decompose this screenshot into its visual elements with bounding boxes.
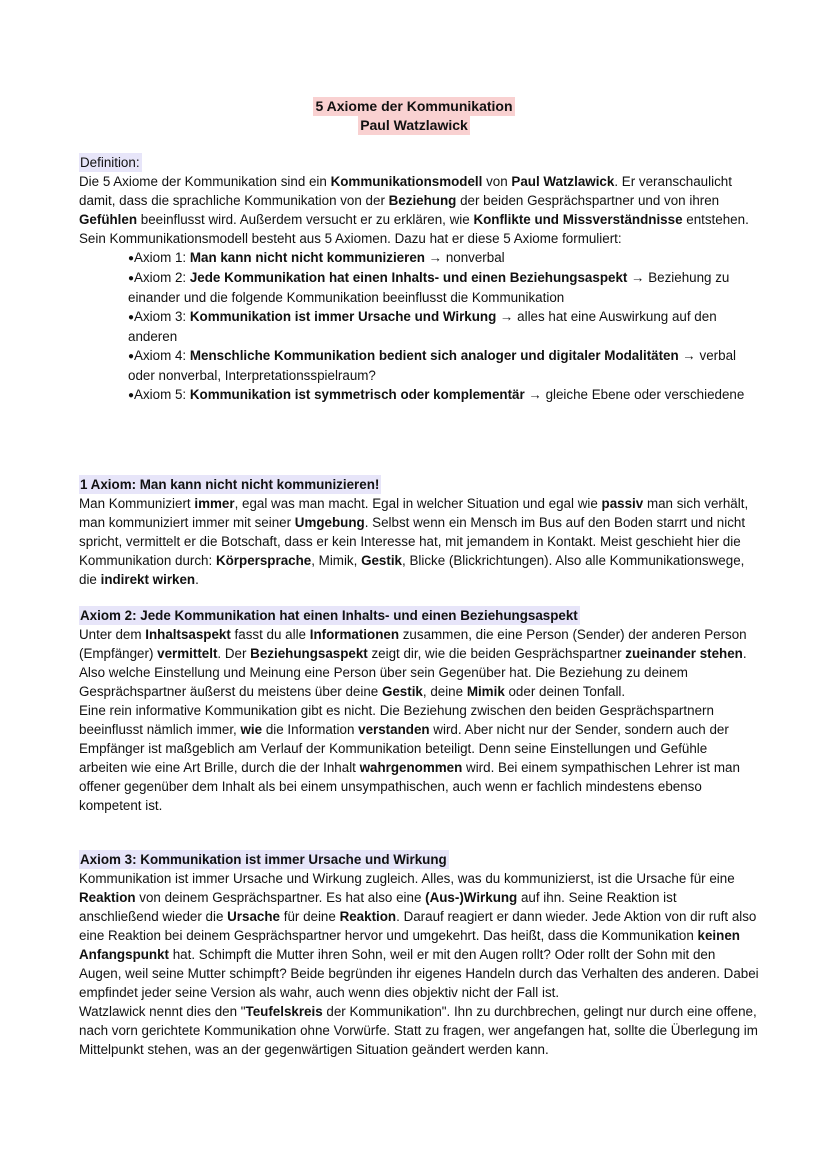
bold-term: indirekt wirken <box>100 572 196 587</box>
axiom-statement: Kommunikation ist symmetrisch oder komplementär <box>189 387 525 402</box>
bullet-icon: ● <box>128 351 135 362</box>
bullet-icon: ● <box>128 273 135 284</box>
section-paragraph: Kommunikation ist immer Ursache und Wirkung zugleich. Alles, was du kommunizierst, ist die Ursache für eine Reaktion von deinem Gesprächspartner. Es hat also eine (Aus-)Wirkung auf ihn. Seine Reaktion ist anschließend wieder die Ursache für deine Reaktion. Darauf reagiert er dann wieder. Jede Aktion von dir ruft also eine Reaktion bei deinem Gesprächspartner hervor und umgekehrt. Das heißt, dass die Kommunikation keinen Anfangspunkt hat. Schimpft die Mutter ihren Sohn, weil er mit den Augen rollt? Oder rollt der Sohn mit den Augen, weil seine Mutter schimpft? Beide begründen ihr eigenes Handeln durch das Verhalten des anderen. Dabei empfindet jeder seine Version als wahr, auch wenn dies objektiv nicht der Fall ist. <box>79 871 759 1000</box>
section-paragraph: Unter dem Inhaltsaspekt fasst du alle Informationen zusammen, die eine Person (Sender) der anderen Person (Empfänger) vermittelt. Der Beziehungsaspekt zeigt dir, wie die beiden Gesprächspartner zueinander stehen. Also welche Einstellung und Meinung eine Person über sein Gegenüber hat. Die Beziehung zu deinem Gesprächspartner äußerst du meistens über deine Gestik, deine Mimik oder deinen Tonfall. <box>79 627 747 699</box>
definition-text: Die 5 Axiome der Kommunikation sind ein Kommunikationsmodell von Paul Watzlawick. Er veranschaulicht damit, dass die sprachliche Kommunikation von der Beziehung der beiden Gesprächspartner und von ihren Gefühlen beeinflusst wird. Außerdem versucht er zu erklären, wie Konflikte und Missverständnisse entstehen. Sein Kommunikationsmodell besteht aus 5 Axiomen. Dazu hat er diese 5 Axiome formuliert: <box>79 174 749 246</box>
section-heading: 1 Axiom: Man kann nicht nicht kommunizieren! <box>80 477 380 492</box>
bold-term: passiv <box>601 496 644 511</box>
bold-term: Paul Watzlawick <box>511 174 615 189</box>
section-heading: Axiom 3: Kommunikation ist immer Ursache und Wirkung <box>80 852 447 867</box>
bold-term: Kommunikationsmodell <box>330 174 483 189</box>
bold-term: wahrgenommen <box>359 760 463 775</box>
title-line-1: 5 Axiome der Kommunikation <box>315 98 513 114</box>
axiom-statement: Menschliche Kommunikation bedient sich analoger und digitaler Modalitäten <box>189 348 679 363</box>
definition-label: Definition: <box>80 155 140 170</box>
bold-term: Ursache <box>227 909 280 924</box>
arrow-right-icon: → <box>678 348 700 363</box>
bold-term: vermittelt <box>157 646 218 661</box>
bold-term: Gefühlen <box>79 212 138 227</box>
bold-term: Mimik <box>466 684 505 699</box>
axiom-list-item: ●Axiom 1: Man kann nicht nicht kommunizieren → nonverbal <box>128 250 505 265</box>
section-paragraph: Eine rein informative Kommunikation gibt es nicht. Die Beziehung zwischen den beiden Gesprächspartnern beeinflusst nämlich immer, wie die Information verstanden wird. Aber nicht nur der Sender, sondern auch der Empfänger ist maßgeblich am Verlauf der Kommunikation beteiligt. Denn seine Einstellungen und Gefühle arbeiten wie eine Art Brille, durch die der Inhalt wahrgenommen wird. Bei einem sympathischen Lehrer ist man offener gegenüber dem Inhalt als bei einem unsympathischen, auch wenn er fachlich mindestens ebenso kompetent ist. <box>79 703 740 813</box>
axiom-statement: Kommunikation ist immer Ursache und Wirkung <box>189 309 497 324</box>
bold-term: Beziehung <box>388 193 457 208</box>
arrow-right-icon: → <box>524 387 546 402</box>
axiom-list <box>79 248 759 405</box>
bold-term: Gestik <box>381 684 423 699</box>
section-axiom-1 <box>79 475 759 589</box>
axiom-list-item: ●Axiom 5: Kommunikation ist symmetrisch oder komplementär → gleiche Ebene oder verschiedene <box>128 387 745 402</box>
section-axiom-2 <box>79 606 759 815</box>
bullet-icon: ● <box>128 390 135 401</box>
bold-term: Reaktion <box>79 890 136 905</box>
axiom-statement: Jede Kommunikation hat einen Inhalts- und einen Beziehungsaspekt <box>189 270 628 285</box>
section-paragraph: Man Kommuniziert immer, egal was man macht. Egal in welcher Situation und egal wie passiv man sich verhält, man kommuniziert immer mit seiner Umgebung. Selbst wenn ein Mensch im Bus auf den Boden starrt und nicht spricht, vermittelt er die Botschaft, dass er kein Interesse hat, mit jemandem in Kontakt. Meist geschieht hier die Kommunikation durch: Körpersprache, Mimik, Gestik, Blicke (Blickrichtungen). Also alle Kommunikationswege, die indirekt wirken. <box>79 496 749 587</box>
bold-term: Umgebung <box>294 515 365 530</box>
bold-term: keinen Anfangspunkt <box>79 928 740 962</box>
bold-term: verstanden <box>358 722 430 737</box>
title-line-2: Paul Watzlawick <box>360 117 468 133</box>
definition-section <box>79 153 759 405</box>
bullet-icon: ● <box>128 253 135 264</box>
section-heading: Axiom 2: Jede Kommunikation hat einen Inhalts- und einen Beziehungsaspekt <box>80 608 578 623</box>
section-axiom-3 <box>79 850 759 1059</box>
bold-term: Inhaltsaspekt <box>145 627 231 642</box>
document-title <box>0 97 828 135</box>
bold-term: (Aus-)Wirkung <box>425 890 518 905</box>
section-paragraph: Watzlawick nennt dies den "Teufelskreis der Kommunikation". Ihn zu durchbrechen, gelingt nur durch eine offene, nach vorn gerichtete Kommunikation ohne Vorwürfe. Statt zu fragen, wer angefangen hat, sollte die Überlegung im Mittelpunkt stehen, was an der gegenwärtigen Situation geändert werden kann. <box>79 1004 758 1057</box>
axiom-list-item: ●Axiom 3: Kommunikation ist immer Ursache und Wirkung → alles hat eine Auswirkung auf den anderen <box>128 309 717 344</box>
bold-term: Informationen <box>309 627 400 642</box>
bold-term: Beziehungsaspekt <box>250 646 368 661</box>
bold-term: wie <box>240 722 263 737</box>
bold-term: Reaktion <box>339 909 397 924</box>
axiom-statement: Man kann nicht nicht kommunizieren <box>189 250 425 265</box>
bold-term: Teufelskreis <box>245 1004 323 1019</box>
arrow-right-icon: → <box>496 309 518 324</box>
bold-term: Konflikte und Missverständnisse <box>473 212 683 227</box>
bold-term: Körpersprache <box>215 553 312 568</box>
bold-term: Gestik <box>361 553 402 568</box>
bullet-icon: ● <box>128 312 135 323</box>
arrow-right-icon: → <box>627 270 649 285</box>
axiom-list-item: ●Axiom 4: Menschliche Kommunikation bedient sich analoger und digitaler Modalitäten → verbal oder nonverbal, Interpretationsspielraum? <box>128 348 737 383</box>
axiom-list-item: ●Axiom 2: Jede Kommunikation hat einen Inhalts- und einen Beziehungsaspekt → Beziehung zu einander und die folgende Kommunikation beeinflusst die Kommunikation <box>128 270 730 305</box>
bold-term: zueinander stehen <box>625 646 743 661</box>
bold-term: immer <box>194 496 235 511</box>
arrow-right-icon: → <box>424 250 446 265</box>
